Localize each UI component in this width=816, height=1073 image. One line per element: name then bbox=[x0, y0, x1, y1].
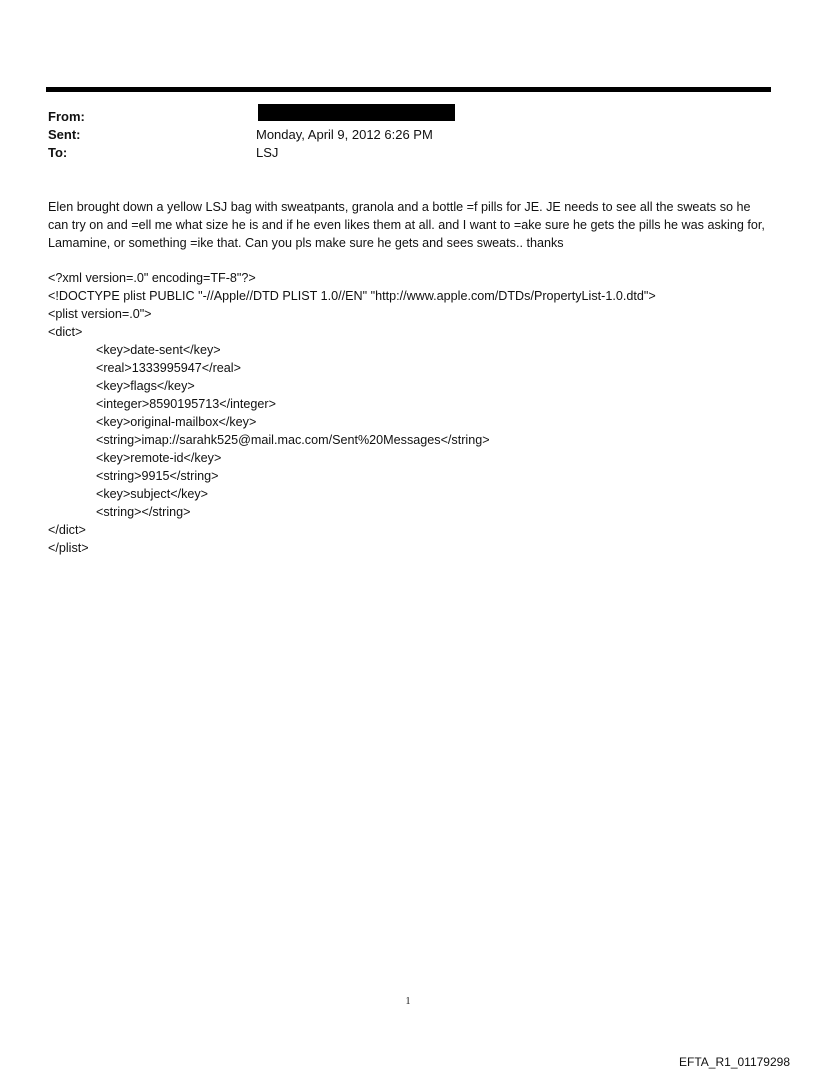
sent-row bbox=[48, 126, 748, 144]
plist-line: <string>imap://sarahk525@mail.mac.com/Sent%20Messages</string> bbox=[96, 433, 490, 447]
from-label: From: bbox=[48, 109, 85, 124]
sent-label: Sent: bbox=[48, 127, 81, 142]
plist-line: <string></string> bbox=[96, 505, 191, 519]
to-value: LSJ bbox=[256, 145, 279, 160]
plist-line: <!DOCTYPE plist PUBLIC "-//Apple//DTD PLIST 1.0//EN" "http://www.apple.com/DTDs/PropertyList-1.0.dtd"> bbox=[48, 289, 656, 303]
to-row bbox=[48, 144, 748, 162]
from-value bbox=[256, 108, 748, 126]
email-header bbox=[48, 108, 748, 162]
plist-line: <?xml version=.0" encoding=TF-8"?> bbox=[48, 271, 256, 285]
page-number: 1 bbox=[405, 996, 411, 1007]
plist-line: <dict> bbox=[48, 325, 83, 339]
plist-line: <key>remote-id</key> bbox=[96, 451, 222, 465]
sent-value: Monday, April 9, 2012 6:26 PM bbox=[256, 127, 433, 142]
plist-line: </dict> bbox=[48, 523, 86, 537]
plist-line: <key>subject</key> bbox=[96, 487, 209, 501]
plist-line: <string>9915</string> bbox=[96, 469, 219, 483]
to-label: To: bbox=[48, 145, 68, 160]
plist-block bbox=[48, 269, 773, 557]
plist-line: <key>date-sent</key> bbox=[96, 343, 221, 357]
plist-line: <key>original-mailbox</key> bbox=[96, 415, 257, 429]
bates-number: EFTA_R1_01179298 bbox=[679, 1055, 790, 1069]
plist-line: <plist version=.0"> bbox=[48, 307, 152, 321]
redaction-block bbox=[258, 104, 455, 121]
plist-line: <integer>8590195713</integer> bbox=[96, 397, 276, 411]
from-row bbox=[48, 108, 748, 126]
message-body: Elen brought down a yellow LSJ bag with sweatpants, granola and a bottle =f pills for JE. JE needs to see all the sweats so he can try on and =ell me what size he is and if he even likes them at all. and I want to =ake sure he gets the pills he was asking for, Lamamine, or something =ike that. Can you pls make sure he gets and sees sweats.. thanks bbox=[48, 200, 765, 250]
plist-line: </plist> bbox=[48, 541, 89, 555]
plist-line: <real>1333995947</real> bbox=[96, 361, 241, 375]
top-divider bbox=[46, 87, 771, 92]
plist-line: <key>flags</key> bbox=[96, 379, 195, 393]
